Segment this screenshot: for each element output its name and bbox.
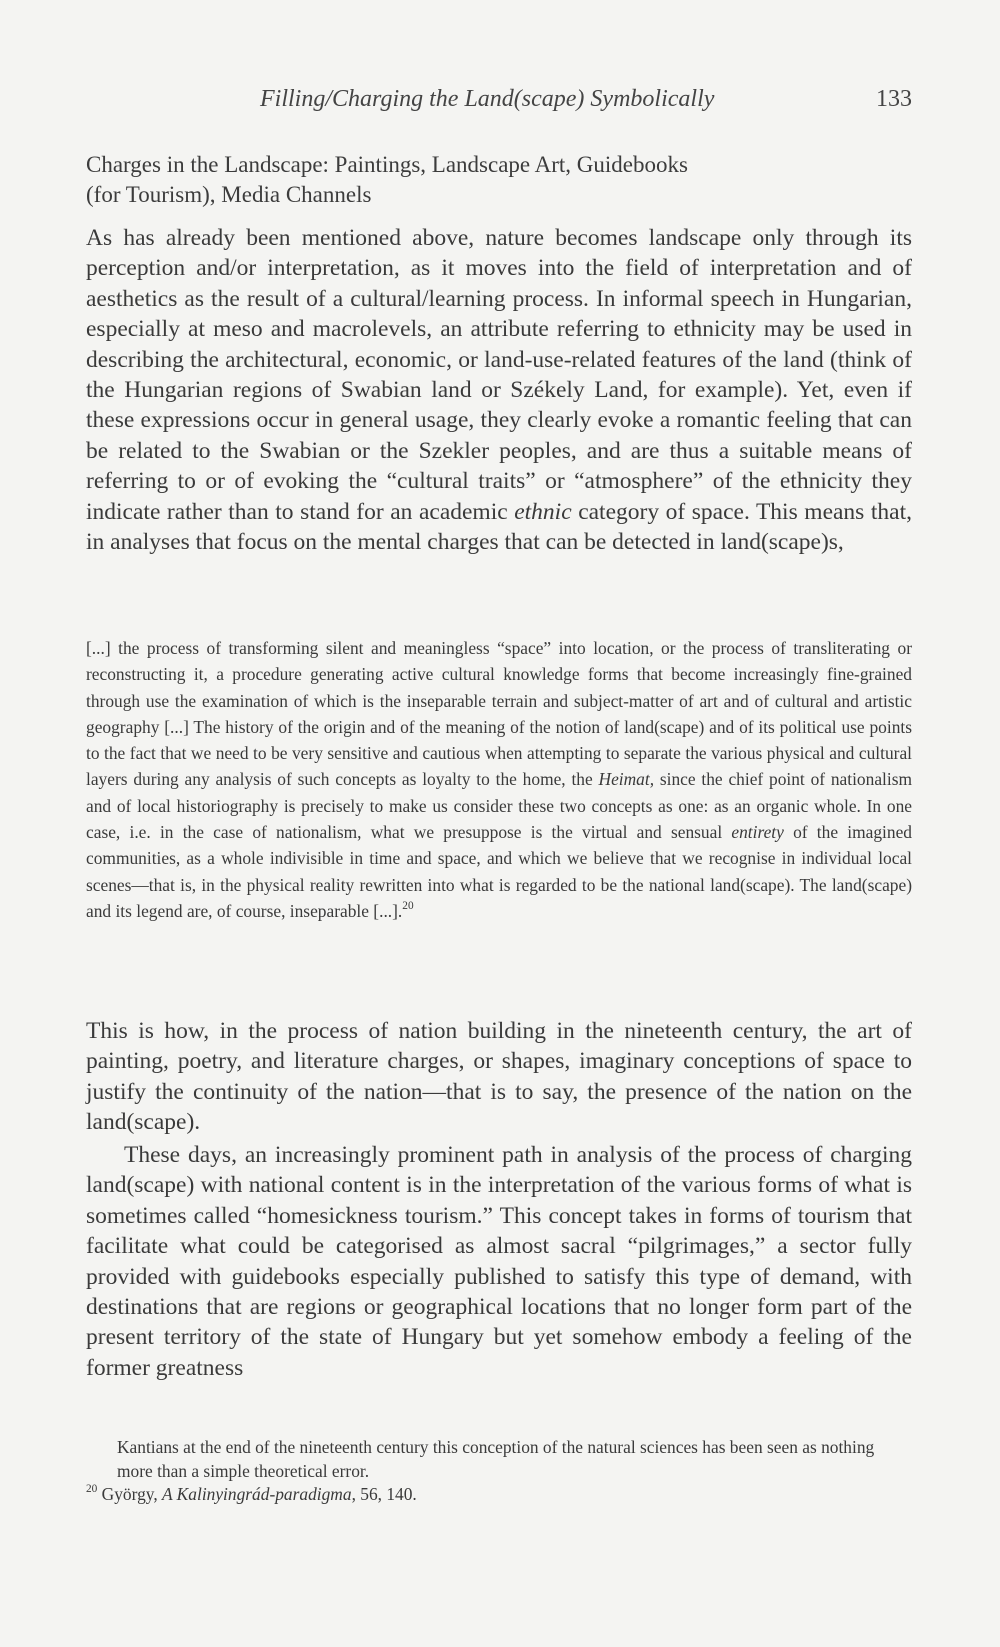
quote-text-b: since the chief point of nationalism and of local historiography is precisely to make us consider these two concepts as one: as an organic whole. In one case, i.e. in the case of nationalism, what we presuppose is the virtual and sensual (86, 769, 913, 843)
paragraph-1-text-b: category of space. This means that, in analyses that focus on the mental charges that can be detected in land(scape)s, (86, 498, 912, 556)
paragraph-1-emphasis: ethnic (514, 498, 572, 525)
section-heading-line-1: Charges in the Landscape: Paintings, Landscape Art, Guidebooks (86, 152, 688, 177)
footnote-reference: 20 (402, 900, 414, 913)
section-heading (86, 150, 912, 210)
quote-text-c: of the imagined communities, as a whole indivisible in time and space, and which we believe that we recognise in individual local scenes—that is, in the physical reality rewritten into what is regarded to be the national land(scape). The land(scape) and its legend are, of course, inseparable [...]. (86, 822, 912, 921)
footnotes (86, 1436, 912, 1507)
paragraph-3: These days, an increasingly prominent path in analysis of the process of charging land(scape) with national content is in the interpretation of the various forms of what is sometimes called “homesickness tourism.” This concept takes in forms of tourism that facilitate what could be categorised as almost sacral “pilgrimages,” a sector fully provided with guidebooks especially published to satisfy this type of demand, with destinations that are regions or geographical locations that no longer form part of the present territory of the state of Hungary but yet somehow embody a feeling of the former greatness (86, 1142, 912, 1381)
running-header (86, 86, 912, 126)
section-heading-line-2: (for Tourism), Media Channels (86, 182, 372, 207)
paragraph-1 (86, 223, 912, 557)
footnote-20-author: György, (97, 1484, 163, 1504)
paragraph-2: This is how, in the process of nation building in the nineteenth century, the art of painting, poetry, and literature charges, or shapes, imaginary conceptions of space to justify the continuity of the nation—that is to say, the presence of the nation on the land(scape). (86, 1018, 912, 1136)
footnote-20-number: 20 (86, 1483, 98, 1496)
page-number: 133 (876, 86, 912, 112)
quote-emphasis-heimat: Heimat, (598, 769, 655, 790)
block-quote (86, 635, 912, 924)
footnote-20-pages: , 56, 140. (351, 1484, 417, 1504)
quote-text-a: [...] the process of transforming silent and meaningless “space” into location, or the process of transliterating or reconstructing it, a procedure generating active cultural knowledge forms that become increasingly fine-grained through use the examination of which is the inseparable terrain and subject-matter of art and of cultural and artistic geography [...] The history of the origin and of the meaning of the notion of land(scape) and of its political use points to the fact that we need to be very sensitive and cautious when attempting to separate the various physical and cultural layers during any analysis of such concepts as loyalty to the home, the (86, 638, 912, 790)
footnote-continued: Kantians at the end of the nineteenth century this conception of the natural sciences has been seen as nothing more than a simple theoretical error. (117, 1437, 875, 1481)
running-title: Filling/Charging the Land(scape) Symbolically (260, 86, 715, 112)
footnote-20 (86, 1483, 912, 1507)
footnote-20-title: A Kalinyingrád-paradigma (162, 1484, 352, 1504)
quote-emphasis-entirety: entirety (731, 822, 784, 843)
paragraph-1-text-a: As has already been mentioned above, nature becomes landscape only through its perception and/or interpretation, as it moves into the field of interpretation and of aesthetics as the result of a cultural/learning process. In informal speech in Hungarian, especially at meso and macrolevels, an attribute referring to ethnicity may be used in describing the architectural, economic, or land-use-related features of the land (think of the Hungarian regions of Swabian land or Székely Land, for example). Yet, even if these expressions occur in general usage, they clearly evoke a romantic feeling that can be related to the Swabian or the Szekler peoples, and are thus a suitable means of referring to or of evoking the “cultural traits” or “atmosphere” of the ethnicity they indicate rather than to stand for an academic (86, 225, 912, 525)
